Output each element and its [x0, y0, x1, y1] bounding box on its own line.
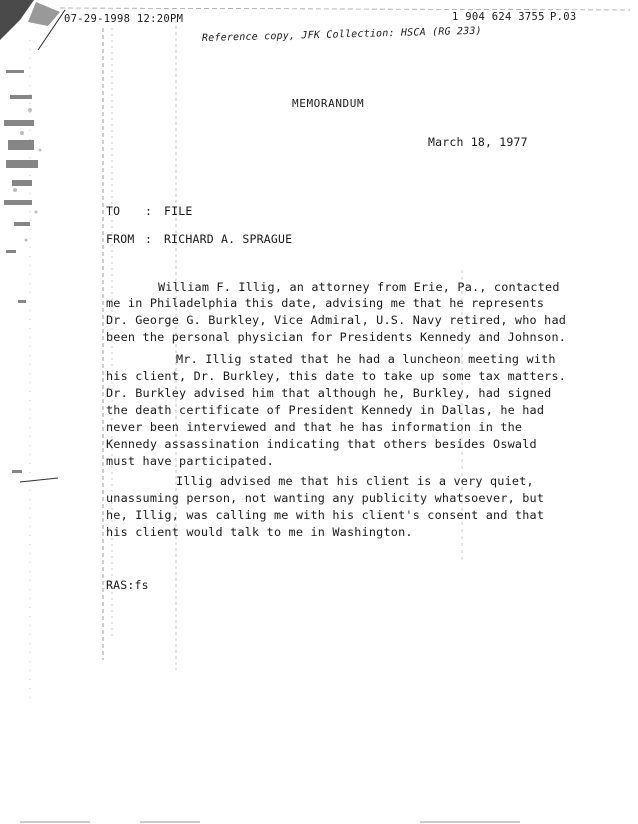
from-label: FROM: [106, 232, 135, 246]
paragraph-line: unassuming person, not wanting any publicity whatsoever, but: [106, 491, 545, 505]
from-value: RICHARD A. SPRAGUE: [164, 232, 293, 246]
paragraph-line: Mr. Illig stated that he had a luncheon meeting with: [176, 352, 556, 366]
reference-stamp: Reference copy, JFK Collection: HSCA (RG 233): [201, 25, 482, 44]
paragraph-line: Dr. George G. Burkley, Vice Admiral, U.S. Navy retired, who had: [106, 313, 567, 327]
memo-date: March 18, 1977: [428, 135, 528, 149]
to-colon: :: [145, 204, 153, 218]
paragraph-line: never been interviewed and that he has information in the: [106, 420, 523, 434]
typist-initials: RAS:fs: [106, 578, 149, 592]
paragraph-line: Illig advised me that his client is a very quiet,: [176, 474, 534, 488]
to-value: FILE: [164, 204, 193, 218]
paragraph-line: his client would talk to me in Washington.: [106, 525, 413, 539]
paragraph-line: he, Illig, was calling me with his client's consent and that: [106, 508, 545, 522]
fax-timestamp: 07-29-1998 12:20PM: [64, 13, 184, 25]
memo-title: MEMORANDUM: [292, 97, 365, 110]
paragraph-line: Kennedy assassination indicating that others besides Oswald: [106, 437, 537, 451]
to-label: TO: [106, 204, 121, 218]
from-colon: :: [145, 232, 153, 246]
fax-phone: 1 904 624 3755: [452, 11, 545, 23]
paragraph-line: the death certificate of President Kennedy in Dallas, he had: [106, 403, 545, 417]
paragraph-line: been the personal physician for Presidents Kennedy and Johnson.: [106, 330, 567, 344]
paragraph-line: William F. Illig, an attorney from Erie, Pa., contacted: [158, 280, 560, 294]
paragraph-line: his client, Dr. Burkley, this date to take up some tax matters.: [106, 369, 567, 383]
paragraph-line: me in Philadelphia this date, advising me that he represents: [106, 296, 545, 310]
fax-page-number: P.03: [550, 11, 577, 23]
paragraph-line: must have participated.: [106, 454, 274, 468]
paragraph-line: Dr. Burkley advised him that although he, Burkley, had signed: [106, 386, 552, 400]
